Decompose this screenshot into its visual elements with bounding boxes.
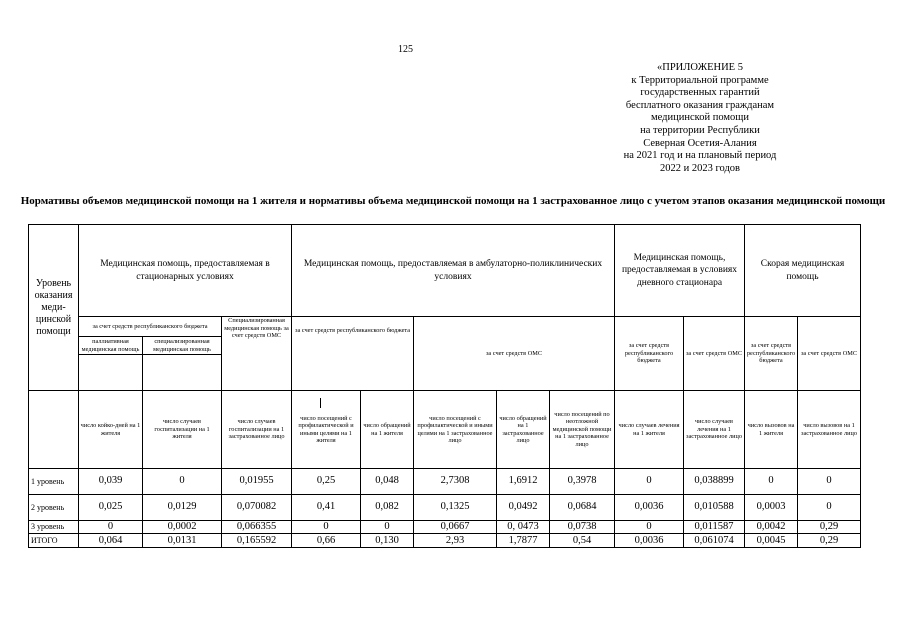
cell-value: 0,025 [79, 495, 143, 521]
empty-cell [143, 355, 222, 391]
group-inpatient: Медицинская помощь, предоставляемая в стационарных условиях [79, 225, 292, 317]
cell-value: 0,0042 [745, 521, 798, 534]
unit-header: число вызовов на 1 жителя [745, 391, 798, 469]
cell-value: 0,29 [798, 534, 861, 548]
inp-republic-funding: за счет средств республиканского бюджета [79, 317, 222, 337]
appendix-line: к Территориальной программе [631, 74, 769, 86]
cell-value: 0,25 [292, 469, 361, 495]
cell-value: 2,7308 [414, 469, 497, 495]
cell-value: 0,061074 [684, 534, 745, 548]
day-oms-funding: за счет средств ОМС [684, 317, 745, 391]
cell-value: 0,01955 [222, 469, 292, 495]
appendix-line: на территории Республики [640, 124, 760, 136]
unit-header: число случаев лечения на 1 застрахованное лицо [684, 391, 745, 469]
cell-value: 0,070082 [222, 495, 292, 521]
table-row [29, 534, 861, 548]
page-number: 125 [398, 44, 413, 55]
inp-oms-funding: Специализированная медицинская помощь за счет средств ОМС [222, 317, 292, 391]
cell-value: 0,0667 [414, 521, 497, 534]
cell-value: 0,0129 [143, 495, 222, 521]
cell-value: 2,93 [414, 534, 497, 548]
row-label: 2 уровень [29, 495, 79, 521]
table-row [29, 469, 861, 495]
cell-value: 0,0684 [550, 495, 615, 521]
cell-value: 0,66 [292, 534, 361, 548]
cell-value: 0 [745, 469, 798, 495]
cell-value: 0,048 [361, 469, 414, 495]
cell-value: 0,0002 [143, 521, 222, 534]
table-row [29, 495, 861, 521]
stray-mark [320, 398, 321, 408]
cell-value: 0 [615, 469, 684, 495]
out-oms-funding: за счет средств ОМС [414, 317, 615, 391]
cell-value: 0,0131 [143, 534, 222, 548]
inp-palliative: паллиативная медицинская помощь [79, 337, 143, 355]
unit-header: число койко-дней на 1 жителя [79, 391, 143, 469]
cell-value: 0 [292, 521, 361, 534]
cell-value: 0,54 [550, 534, 615, 548]
cell-value: 0,066355 [222, 521, 292, 534]
appendix-line: на 2021 год и на плановый период [623, 150, 777, 162]
unit-header: число случаев лечения на 1 жителя [615, 391, 684, 469]
group-day-hospital: Медицинская помощь, предоставляемая в условиях дневного стационара [615, 225, 745, 317]
empty-cell [29, 391, 79, 469]
cell-value: 0,064 [79, 534, 143, 548]
unit-header: число вызовов на 1 застрахованное лицо [798, 391, 861, 469]
unit-header: число случаев госпитализации на 1 жителя [143, 391, 222, 469]
appendix-line: «ПРИЛОЖЕНИЕ 5 [657, 62, 743, 73]
table-row [29, 521, 861, 534]
amb-oms-funding: за счет средств ОМС [798, 317, 861, 391]
appendix-line: медицинской помощи [651, 112, 749, 124]
appendix-line: бесплатного оказания гражданам [625, 99, 775, 111]
unit-header: число обращений на 1 застрахованное лицо [497, 391, 550, 469]
cell-value: 0,0036 [615, 495, 684, 521]
appendix-line: Северная Осетия-Алания [643, 137, 757, 149]
cell-value: 0 [798, 495, 861, 521]
cell-value: 0,082 [361, 495, 414, 521]
cell-value: 0,038899 [684, 469, 745, 495]
row-label: ИТОГО [29, 534, 79, 548]
row-label: 1 уровень [29, 469, 79, 495]
empty-cell [79, 355, 143, 391]
appendix-line: 2022 и 2023 годов [659, 162, 741, 174]
unit-header: число посещений с профилактической и иными целями на 1 жителя [292, 391, 361, 469]
cell-value: 0,0492 [497, 495, 550, 521]
amb-republic-funding: за счет средств республиканского бюджета [745, 317, 798, 391]
cell-value: 0,29 [798, 521, 861, 534]
row-label: 3 уровень [29, 521, 79, 534]
cell-value: 0,0036 [615, 534, 684, 548]
day-republic-funding: за счет средств республиканского бюджета [615, 317, 684, 391]
inp-specialized: специализированная медицинская помощь [143, 337, 222, 355]
cell-value: 0,3978 [550, 469, 615, 495]
cell-value: 0 [361, 521, 414, 534]
norms-table [28, 224, 861, 548]
cell-value: 0, 0473 [497, 521, 550, 534]
cell-value: 0 [615, 521, 684, 534]
unit-header: число случаев госпитализации на 1 застрахованное лицо [222, 391, 292, 469]
unit-header: число обращений на 1 жителя [361, 391, 414, 469]
cell-value: 1,6912 [497, 469, 550, 495]
group-outpatient: Медицинская помощь, предоставляемая в амбулаторно-поликлинических условиях [292, 225, 615, 317]
cell-value: 0,0045 [745, 534, 798, 548]
unit-header: число посещений по неотложной медицинской помощи на 1 застрахованное лицо [550, 391, 615, 469]
cell-value: 0,165592 [222, 534, 292, 548]
appendix-heading [594, 62, 806, 175]
cell-value: 0 [79, 521, 143, 534]
cell-value: 0 [798, 469, 861, 495]
cell-value: 0 [143, 469, 222, 495]
cell-value: 0,1325 [414, 495, 497, 521]
cell-value: 0,011587 [684, 521, 745, 534]
cell-value: 0,0738 [550, 521, 615, 534]
cell-value: 0,039 [79, 469, 143, 495]
out-republic-funding: за счет средств республиканского бюджета [292, 317, 414, 391]
group-ambulance: Скорая медицинская помощь [745, 225, 861, 317]
cell-value: 0,010588 [684, 495, 745, 521]
unit-header: число посещений с профилактической и иными целями на 1 застрахованное лицо [414, 391, 497, 469]
cell-value: 1,7877 [497, 534, 550, 548]
document-title: Нормативы объемов медицинской помощи на 1 жителя и нормативы объема медицинской помощи на 1 застрахованное лицо с учетом этапов оказания медицинской помощи [20, 195, 886, 207]
cell-value: 0,130 [361, 534, 414, 548]
level-header: Уровень оказания меди-цинской помощи [29, 225, 79, 391]
cell-value: 0,41 [292, 495, 361, 521]
appendix-line: государственных гарантий [640, 87, 760, 99]
cell-value: 0,0003 [745, 495, 798, 521]
